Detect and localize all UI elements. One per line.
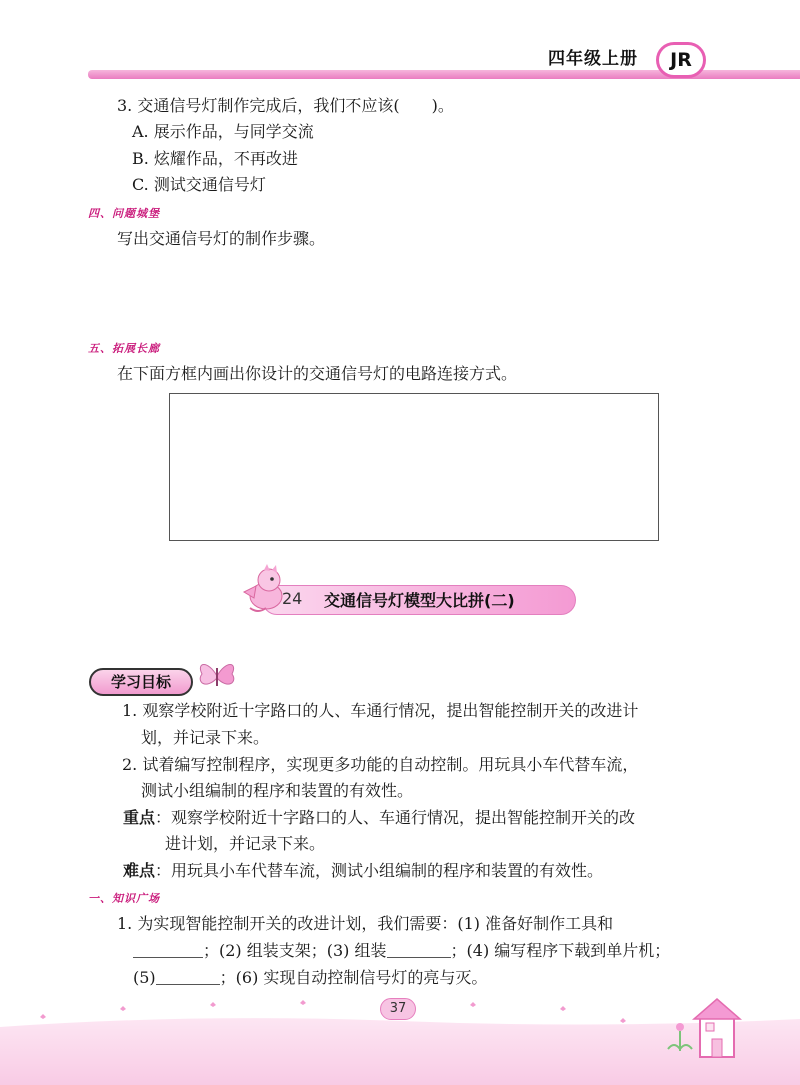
question-3-option-b: B. 炫耀作品，不再改进 (132, 149, 298, 168)
section-5-prompt: 在下面方框内画出你设计的交通信号灯的电路连接方式。 (117, 364, 518, 383)
fill-blank-text-2b: ；(4) 编写程序下载到单片机； (450, 941, 671, 960)
section-5-title: 五、拓展长廊 (88, 342, 160, 355)
difficult-points-label: 难点 (123, 861, 156, 880)
blank-2[interactable] (387, 941, 451, 958)
fill-blank-text-3b: ；(6) 实现自动控制信号灯的亮与灭。 (219, 968, 488, 987)
key-points (123, 806, 635, 830)
question-3-stem: 3. 交通信号灯制作完成后，我们不应该( )。 (117, 96, 454, 115)
difficult-points (123, 859, 603, 883)
butterfly-icon (196, 658, 238, 694)
grade-label: 四年级上册 (548, 49, 638, 69)
lesson-title: 交通信号灯模型大比拼(二) (324, 591, 515, 610)
goal-2-line-1: 2. 试着编写控制程序，实现更多功能的自动控制。用玩具小车代替车流， (122, 755, 639, 774)
learning-goals-tag: 学习目标 (89, 668, 193, 696)
key-points-line-2: 进计划，并记录下来。 (165, 834, 326, 853)
drawing-answer-box[interactable] (169, 393, 659, 541)
fill-blank-text-3a: (5) (133, 968, 156, 987)
page-number: 37 (380, 998, 416, 1020)
question-3-option-a: A. 展示作品，与同学交流 (132, 122, 314, 141)
blank-1[interactable] (133, 941, 203, 958)
key-points-text: ：观察学校附近十字路口的人、车通行情况，提出智能控制开关的改 (155, 808, 636, 827)
section-4-title: 四、问题城堡 (88, 207, 160, 220)
fill-blank-line-1: 1. 为实现智能控制开关的改进计划，我们需要：(1) 准备好制作工具和 (117, 914, 614, 933)
key-points-label: 重点 (123, 808, 156, 827)
goal-1-line-1: 1. 观察学校附近十字路口的人、车通行情况，提出智能控制开关的改进计 (122, 701, 639, 720)
goal-1-line-2: 划，并记录下来。 (141, 728, 270, 747)
section-4-prompt: 写出交通信号灯的制作步骤。 (117, 229, 326, 248)
publisher-badge: JR (656, 42, 706, 78)
blank-3[interactable] (156, 968, 220, 985)
goal-2-line-2: 测试小组编制的程序和装置的有效性。 (141, 781, 414, 800)
section-1-title: 一、知识广场 (88, 892, 160, 905)
lesson-number: 24 (282, 589, 303, 608)
question-3-option-c: C. 测试交通信号灯 (132, 175, 266, 194)
fill-blank-line-2 (133, 939, 670, 963)
fill-blank-text-2a: ；(2) 组装支架；(3) 组装 (203, 941, 387, 960)
difficult-points-text: ：用玩具小车代替车流，测试小组编制的程序和装置的有效性。 (155, 861, 604, 880)
fill-blank-line-3 (133, 966, 487, 990)
